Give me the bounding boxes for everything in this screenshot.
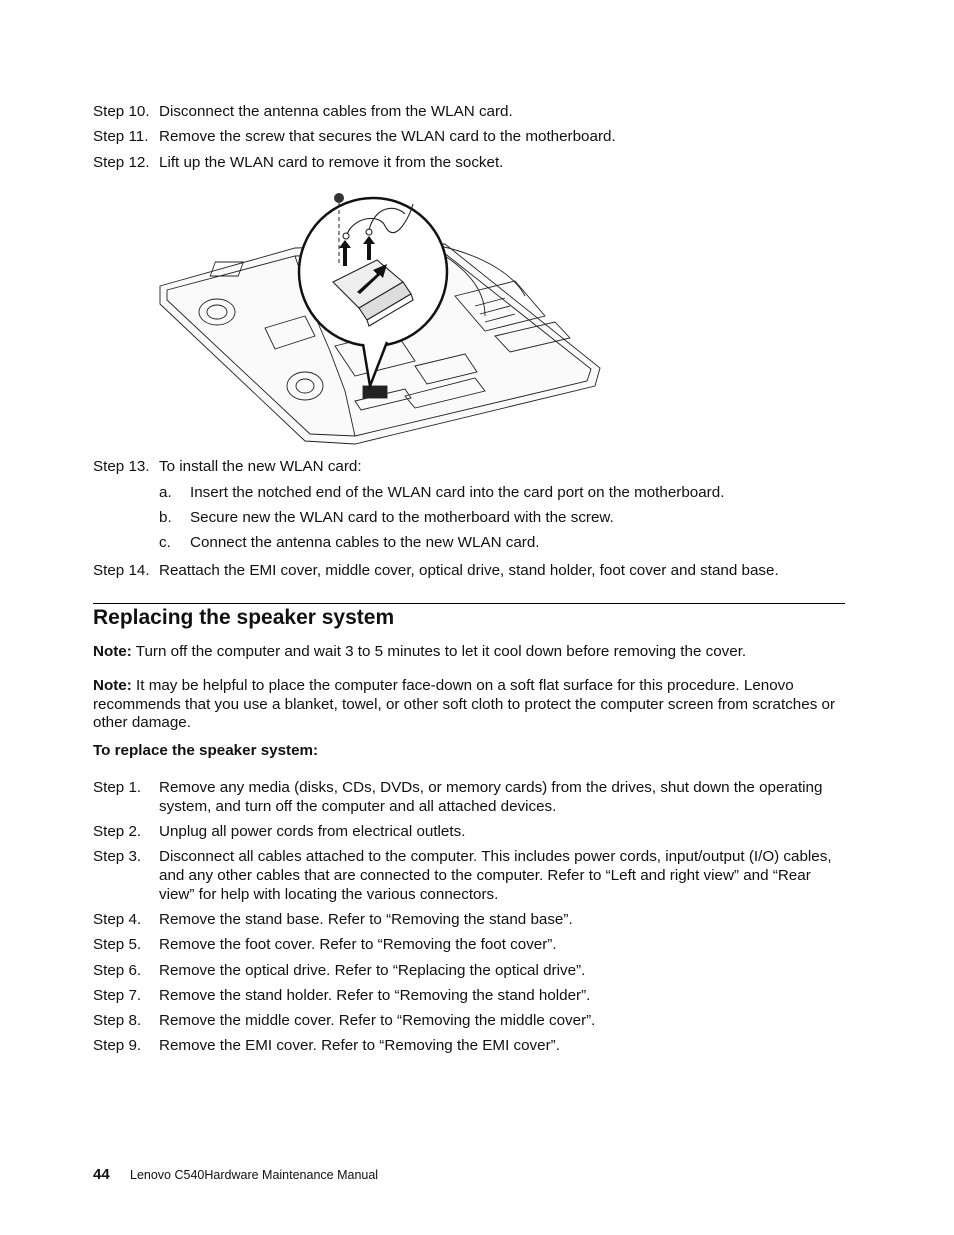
step-number: Step 5. [93, 936, 142, 953]
step-text: Remove the middle cover. Refer to “Removing the middle cover”. [159, 1012, 596, 1029]
step-text: Remove the stand base. Refer to “Removing the stand base”. [159, 911, 573, 928]
note-1 [93, 643, 849, 662]
step-number: Step 7. [93, 987, 142, 1004]
step-text: Remove the optical drive. Refer to “Replacing the optical drive”. [159, 962, 586, 979]
step-number: Step 8. [93, 1012, 142, 1029]
step-number: Step 4. [93, 911, 142, 928]
note-label: Note: [93, 677, 132, 694]
step-number: Step 10. [93, 103, 150, 120]
section-divider [93, 603, 845, 604]
step-number: Step 14. [93, 562, 150, 579]
step-number: Step 9. [93, 1037, 142, 1054]
step-number: Step 2. [93, 823, 142, 840]
step-text: Remove any media (disks, CDs, DVDs, or memory cards) from the drives, shut down the operating system, and turn off the computer and all attached devices. [159, 779, 823, 815]
step-text: Disconnect all cables attached to the computer. This includes power cords, input/output (I/O) cables, and any other cables that are connected to the computer. Refer to “Left and right view” and “Rear view” for help with locating the various connectors. [159, 848, 832, 903]
step-text: Remove the foot cover. Refer to “Removing the foot cover”. [159, 936, 557, 953]
step-number: Step 12. [93, 154, 150, 171]
note-text: It may be helpful to place the computer face-down on a soft flat surface for this procedure. Lenovo recommends that you use a blanket, towel, or other soft cloth to protect the computer screen from scratches or other damage. [93, 677, 836, 731]
substep-letter: b. [159, 509, 172, 526]
step-text: Remove the stand holder. Refer to “Removing the stand holder”. [159, 987, 591, 1004]
page-number: 44 [93, 1166, 110, 1183]
step-number: Step 3. [93, 848, 142, 865]
substep-letter: a. [159, 484, 172, 501]
wlan-card-removal-illustration [155, 186, 605, 448]
substep-text: Connect the antenna cables to the new WLAN card. [190, 534, 540, 551]
substep-text: Secure new the WLAN card to the motherboard with the screw. [190, 509, 614, 526]
step-number: Step 1. [93, 779, 142, 796]
procedure-title: To replace the speaker system: [93, 742, 319, 759]
step-text: Unplug all power cords from electrical outlets. [159, 823, 466, 840]
step-text: Remove the screw that secures the WLAN card to the motherboard. [159, 128, 616, 145]
note-2 [93, 677, 849, 733]
section-title: Replacing the speaker system [93, 606, 395, 629]
note-text: Turn off the computer and wait 3 to 5 minutes to let it cool down before removing the cover. [135, 643, 747, 660]
step-text: Remove the EMI cover. Refer to “Removing the EMI cover”. [159, 1037, 560, 1054]
step-text: To install the new WLAN card: [159, 458, 362, 475]
note-label: Note: [93, 643, 132, 660]
substep-text: Insert the notched end of the WLAN card into the card port on the motherboard. [190, 484, 725, 501]
footer-title: Lenovo C540Hardware Maintenance Manual [130, 1168, 379, 1182]
step-number: Step 11. [93, 128, 149, 145]
substep-letter: c. [159, 534, 171, 551]
step-number: Step 13. [93, 458, 150, 475]
step-text: Disconnect the antenna cables from the WLAN card. [159, 103, 513, 120]
step-text: Lift up the WLAN card to remove it from the socket. [159, 154, 504, 171]
step-text: Reattach the EMI cover, middle cover, optical drive, stand holder, foot cover and stand base. [159, 562, 779, 579]
step-number: Step 6. [93, 962, 142, 979]
